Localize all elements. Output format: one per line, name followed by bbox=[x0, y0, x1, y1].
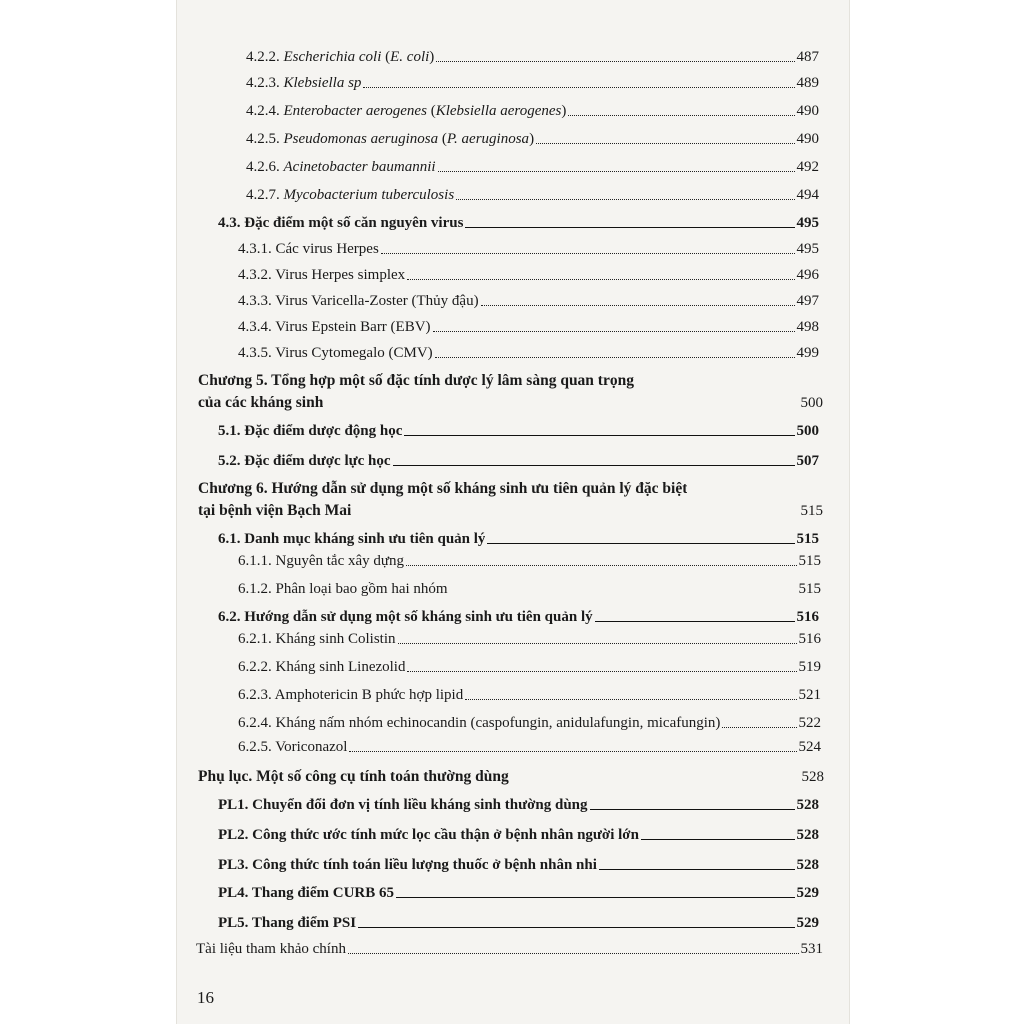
entry-page-number: 515 bbox=[796, 531, 819, 547]
entry-paren: ( bbox=[381, 49, 391, 65]
entry-title: PL3. Công thức tính toán liều lượng thuốc ở bệnh nhân nhi bbox=[218, 857, 597, 873]
entry-title: 4.3.5. Virus Cytomegalo (CMV) bbox=[238, 345, 433, 361]
toc-chapter-5-line2[interactable] bbox=[198, 394, 823, 412]
toc-section-4-3[interactable] bbox=[218, 214, 819, 232]
entry-title: 4.3. Đặc điểm một số căn nguyên virus bbox=[218, 215, 464, 231]
entry-page-number: 495 bbox=[796, 241, 819, 257]
leader-line bbox=[465, 227, 794, 228]
entry-page-number: 516 bbox=[798, 631, 821, 647]
entry-number: 4.2.3. bbox=[246, 75, 284, 91]
leader-line bbox=[599, 869, 795, 870]
entry-page-number: 487 bbox=[796, 49, 819, 65]
entry-page-number: 499 bbox=[796, 345, 819, 361]
entry-number: 4.2.6. bbox=[246, 159, 284, 175]
entry-title: 6.2. Hướng dẫn sử dụng một số kháng sinh ưu tiên quản lý bbox=[218, 609, 593, 625]
entry-title: PL4. Thang điểm CURB 65 bbox=[218, 885, 395, 901]
leader-dots bbox=[481, 305, 795, 306]
chapter-title: Chương 6. Hướng dẫn sử dụng một số kháng sinh ưu tiên quản lý đặc biệt bbox=[198, 480, 688, 497]
toc-entry-6-1-2[interactable] bbox=[238, 580, 821, 598]
toc-entry-4-2-4[interactable] bbox=[246, 102, 819, 120]
toc-appendix-pl2[interactable] bbox=[218, 826, 819, 844]
toc-entry-4-3-4[interactable] bbox=[238, 318, 819, 336]
leader-dots bbox=[456, 199, 794, 200]
entry-title: Klebsiella sp bbox=[283, 75, 362, 91]
leader-dots bbox=[433, 331, 795, 332]
leader-dots bbox=[407, 671, 796, 672]
leader-dots bbox=[436, 61, 794, 62]
toc-entry-4-3-5[interactable] bbox=[238, 344, 819, 362]
leader-line bbox=[641, 839, 795, 840]
toc-appendix-pl5[interactable] bbox=[218, 914, 819, 932]
toc-entry-4-3-1[interactable] bbox=[238, 240, 819, 258]
entry-title: 6.2.5. Voriconazol bbox=[238, 739, 348, 755]
chapter-title: Chương 5. Tổng hợp một số đặc tính dược lý lâm sàng quan trọng bbox=[198, 372, 634, 389]
entry-page-number: 515 bbox=[798, 553, 821, 569]
toc-entry-6-1-1[interactable] bbox=[238, 552, 821, 570]
entry-title: Escherichia coli bbox=[283, 49, 382, 65]
leader-line bbox=[487, 543, 794, 544]
entry-title: PL5. Thang điểm PSI bbox=[218, 915, 357, 931]
entry-page-number: 500 bbox=[800, 395, 823, 411]
leader-dots bbox=[348, 953, 799, 954]
entry-title: Acinetobacter baumannii bbox=[283, 159, 436, 175]
toc-entry-6-2-5[interactable] bbox=[238, 738, 821, 756]
entry-page-number: 494 bbox=[796, 187, 819, 203]
entry-page-number: 519 bbox=[798, 659, 821, 675]
entry-page-number: 529 bbox=[796, 915, 819, 931]
entry-page-number: 524 bbox=[798, 739, 821, 755]
entry-title: 6.2.2. Kháng sinh Linezolid bbox=[238, 659, 406, 675]
entry-page-number: 516 bbox=[796, 609, 819, 625]
entry-paren-close: ) bbox=[429, 49, 435, 65]
toc-chapter-6-line2[interactable] bbox=[198, 502, 823, 520]
entry-number: 4.2.5. bbox=[246, 131, 284, 147]
entry-page-number: 490 bbox=[796, 103, 819, 119]
entry-number: 4.2.4. bbox=[246, 103, 284, 119]
toc-entry-6-2-1[interactable] bbox=[238, 630, 821, 648]
toc-entry-4-2-3[interactable] bbox=[246, 74, 819, 92]
toc-references[interactable] bbox=[196, 940, 823, 958]
entry-title: 6.1.1. Nguyên tắc xây dựng bbox=[238, 553, 405, 569]
toc-section-6-1[interactable] bbox=[218, 530, 819, 548]
leader-dots bbox=[568, 115, 794, 116]
entry-page-number: 528 bbox=[796, 797, 819, 813]
leader-dots bbox=[438, 171, 795, 172]
entry-title: PL2. Công thức ước tính mức lọc cầu thận ở bệnh nhân người lớn bbox=[218, 827, 639, 843]
toc-appendix-pl3[interactable] bbox=[218, 856, 819, 874]
entry-number: 4.2.2. bbox=[246, 49, 284, 65]
entry-alt-title: P. aeruginosa bbox=[446, 131, 530, 147]
entry-alt-title: Klebsiella aerogenes bbox=[435, 103, 562, 119]
leader-line bbox=[393, 465, 795, 466]
toc-entry-6-2-2[interactable] bbox=[238, 658, 821, 676]
page-number: 16 bbox=[197, 988, 214, 1007]
entry-title: PL1. Chuyển đổi đơn vị tính liều kháng sinh thường dùng bbox=[218, 797, 588, 813]
entry-title: 4.3.2. Virus Herpes simplex bbox=[238, 267, 406, 283]
toc-chapter-5-line1[interactable] bbox=[198, 372, 798, 390]
entry-page-number: 489 bbox=[796, 75, 819, 91]
entry-title: Tài liệu tham khảo chính bbox=[196, 941, 346, 957]
leader-dots bbox=[398, 643, 797, 644]
leader-dots bbox=[406, 565, 796, 566]
entry-title: 5.2. Đặc điểm dược lực học bbox=[218, 453, 391, 469]
toc-entry-4-2-5[interactable] bbox=[246, 130, 819, 148]
toc-appendix-pl4[interactable] bbox=[218, 884, 819, 902]
toc-appendix[interactable] bbox=[198, 768, 824, 786]
toc-entry-4-2-6[interactable] bbox=[246, 158, 819, 176]
entry-paren: ( bbox=[438, 131, 447, 147]
toc-chapter-6-line1[interactable] bbox=[198, 480, 778, 498]
chapter-title-continued: tại bệnh viện Bạch Mai bbox=[198, 502, 352, 519]
entry-title: 5.1. Đặc điểm dược động học bbox=[218, 423, 403, 439]
entry-page-number: 497 bbox=[796, 293, 819, 309]
entry-page-number: 515 bbox=[800, 503, 823, 519]
entry-title: 6.2.1. Kháng sinh Colistin bbox=[238, 631, 396, 647]
leader-dots bbox=[363, 87, 794, 88]
chapter-title: Phụ lục. Một số công cụ tính toán thường dùng bbox=[198, 768, 509, 785]
entry-title: 4.3.1. Các virus Herpes bbox=[238, 241, 379, 257]
entry-page-number: 529 bbox=[796, 885, 819, 901]
entry-paren-close: ) bbox=[529, 131, 535, 147]
leader-line bbox=[358, 927, 794, 928]
entry-page-number: 495 bbox=[796, 215, 819, 231]
entry-page-number: 515 bbox=[798, 581, 821, 597]
leader-dots bbox=[381, 253, 795, 254]
toc-entry-4-3-3[interactable] bbox=[238, 292, 819, 310]
toc-section-5-2[interactable] bbox=[218, 452, 819, 470]
entry-title: 4.3.4. Virus Epstein Barr (EBV) bbox=[238, 319, 431, 335]
toc-entry-4-2-7[interactable] bbox=[246, 186, 819, 204]
entry-page-number: 521 bbox=[798, 687, 821, 703]
entry-page-number: 500 bbox=[796, 423, 819, 439]
entry-page-number: 492 bbox=[796, 159, 819, 175]
entry-page-number: 522 bbox=[798, 715, 821, 731]
entry-title: Mycobacterium tuberculosis bbox=[283, 187, 455, 203]
entry-title: 6.1.2. Phân loại bao gồm hai nhóm bbox=[238, 581, 448, 597]
entry-page-number: 528 bbox=[796, 857, 819, 873]
leader-dots bbox=[536, 143, 794, 144]
chapter-title-continued: của các kháng sinh bbox=[198, 394, 324, 411]
toc-section-6-2[interactable] bbox=[218, 608, 819, 626]
entry-paren: ( bbox=[426, 103, 436, 119]
toc-entry-4-2-2[interactable] bbox=[246, 48, 819, 66]
toc-entry-6-2-3[interactable] bbox=[238, 686, 821, 704]
entry-page-number: 507 bbox=[796, 453, 819, 469]
entry-title: Pseudomonas aeruginosa bbox=[283, 131, 439, 147]
toc-entry-4-3-2[interactable] bbox=[238, 266, 819, 284]
entry-alt-title: E. coli bbox=[390, 49, 430, 65]
toc-entry-6-2-4[interactable] bbox=[238, 714, 821, 732]
entry-paren-close: ) bbox=[561, 103, 567, 119]
entry-title: 6.2.3. Amphotericin B phức hợp lipid bbox=[238, 687, 464, 703]
entry-title: 6.2.4. Kháng nấm nhóm echinocandin (caspofungin, anidulafungin, micafungin) bbox=[238, 715, 721, 731]
entry-title: Enterobacter aerogenes bbox=[283, 103, 427, 119]
entry-title: 6.1. Danh mục kháng sinh ưu tiên quản lý bbox=[218, 531, 486, 547]
leader-dots bbox=[435, 357, 795, 358]
entry-number: 4.2.7. bbox=[246, 187, 284, 203]
entry-page-number: 528 bbox=[796, 827, 819, 843]
leader-line bbox=[590, 809, 795, 810]
leader-line bbox=[396, 897, 794, 898]
entry-page-number: 496 bbox=[796, 267, 819, 283]
entry-title: 4.3.3. Virus Varicella-Zoster (Thủy đậu) bbox=[238, 293, 479, 309]
leader-dots bbox=[465, 699, 796, 700]
entry-page-number: 531 bbox=[800, 941, 823, 957]
leader-dots bbox=[349, 751, 796, 752]
entry-page-number: 490 bbox=[796, 131, 819, 147]
entry-page-number: 528 bbox=[801, 769, 824, 785]
toc-appendix-pl1[interactable] bbox=[218, 796, 819, 814]
leader-line bbox=[595, 621, 795, 622]
entry-page-number: 498 bbox=[796, 319, 819, 335]
leader-dots bbox=[407, 279, 794, 280]
toc-section-5-1[interactable] bbox=[218, 422, 819, 440]
leader-dots bbox=[722, 727, 796, 728]
leader-line bbox=[404, 435, 794, 436]
